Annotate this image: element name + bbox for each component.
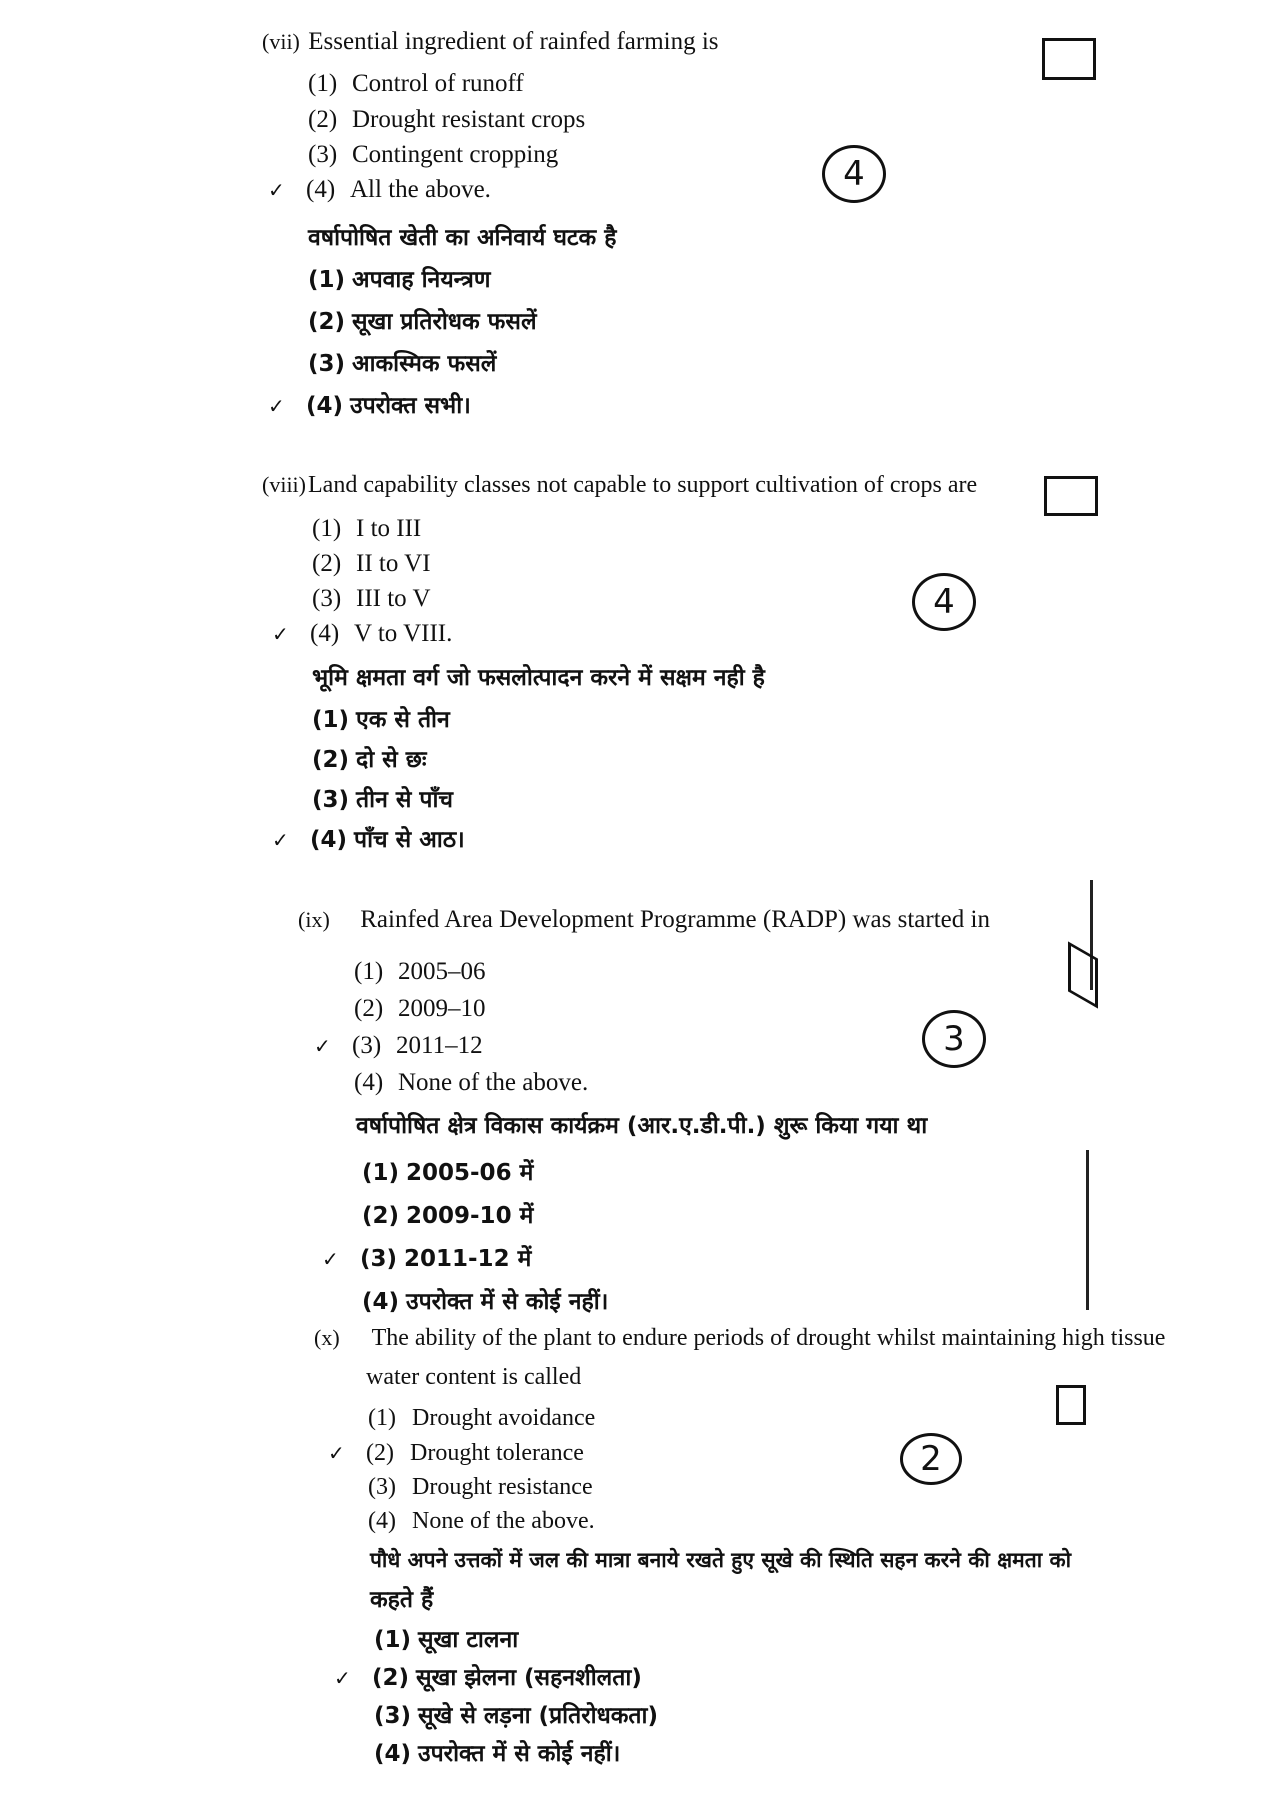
answer-circle: 3 [922,1010,986,1068]
option-hindi-ticked: ✓ (2) सूखा झेलना (सहनशीलता) [334,1665,642,1691]
tick-mark-icon: ✓ [268,394,285,418]
option-hindi: (3) आकस्मिक फसलें [308,351,497,377]
option-ticked: ✓ (4) V to VIII. [272,620,453,647]
answer-circle: 4 [822,145,886,203]
option: (2) II to VI [312,550,431,577]
option-hindi-ticked: ✓ (3) 2011-12 में [322,1246,532,1272]
option-hindi: (1) 2005-06 में [362,1160,534,1186]
question-ix-text [298,906,990,934]
question-viii-text [262,472,977,499]
option-ticked: ✓ (4) All the above. [268,176,491,203]
tick-mark-icon: ✓ [334,1666,351,1690]
tick-mark-icon: ✓ [268,178,285,202]
option-hindi: (1) अपवाह नियन्त्रण [308,267,491,293]
question-x-text [314,1325,1165,1352]
answer-box[interactable] [1042,38,1096,80]
option-hindi: (1) सूखा टालना [374,1627,519,1653]
option-hindi: (3) सूखे से लड़ना (प्रतिरोधकता) [374,1703,658,1729]
option-hindi: (2) 2009-10 में [362,1203,534,1229]
option: (3) Drought resistance [368,1474,593,1500]
option: (4) None of the above. [354,1069,589,1096]
question-hindi-text: भूमि क्षमता वर्ग जो फसलोत्पादन करने में सक्षम नही है [312,665,765,691]
option: (2) Drought resistant crops [308,106,586,133]
option-hindi: (2) सूखा प्रतिरोधक फसलें [308,309,537,335]
option: (4) None of the above. [368,1508,595,1534]
tick-mark-icon: ✓ [272,622,289,646]
scan-edge-line [1086,1150,1089,1310]
question-hindi-text: वर्षापोषित खेती का अनिवार्य घटक है [308,225,617,251]
option-hindi: (4) उपरोक्त में से कोई नहीं। [362,1289,609,1315]
question-x-text-line2: water content is called [366,1364,582,1390]
question-vii-text [262,28,719,56]
question-hindi-text: पौधे अपने उत्तकों में जल की मात्रा बनाये रखते हुए सूखे की स्थिति सहन करने की क्षमता को [370,1548,1072,1572]
answer-box[interactable] [1056,1385,1086,1425]
option: (1) I to III [312,515,422,542]
tick-mark-icon: ✓ [272,828,289,852]
question-number: (viii) [262,472,306,497]
option-hindi-ticked: ✓ (4) उपरोक्त सभी। [268,393,471,419]
tick-mark-icon: ✓ [328,1441,345,1465]
option-hindi: (3) तीन से पाँच [312,787,454,813]
question-hindi-text: वर्षापोषित क्षेत्र विकास कार्यक्रम (आर.ए.डी.पी.) शुरू किया गया था [356,1113,928,1139]
question-hindi-text-line2: कहते हैं [370,1587,434,1613]
question-text: Land capability classes not capable to support cultivation of crops are [308,472,978,498]
question-number: (vii) [262,29,300,54]
option-hindi: (1) एक से तीन [312,707,450,733]
option: (1) 2005–06 [354,958,486,985]
option: (1) Drought avoidance [368,1405,596,1431]
option-ticked: ✓ (3) 2011–12 [314,1032,483,1059]
tick-mark-icon: ✓ [322,1247,339,1271]
option: (3) III to V [312,585,431,612]
question-text: Rainfed Area Development Programme (RADP) was started in [360,906,990,933]
answer-box[interactable] [1068,941,1098,1008]
option-ticked: ✓ (2) Drought tolerance [328,1440,584,1466]
answer-box[interactable] [1044,476,1098,516]
tick-mark-icon: ✓ [314,1034,331,1058]
question-number: (x) [314,1325,340,1350]
option: (1) Control of runoff [308,70,524,97]
answer-circle: 4 [912,573,976,631]
answer-circle: 2 [900,1433,962,1485]
question-number: (ix) [298,907,330,932]
option-hindi: (4) उपरोक्त में से कोई नहीं। [374,1741,621,1767]
question-text: The ability of the plant to endure periods of drought whilst maintaining high tissue [371,1325,1166,1351]
question-text: Essential ingredient of rainfed farming is [308,28,719,55]
option: (3) Contingent cropping [308,141,559,168]
option: (2) 2009–10 [354,995,486,1022]
option-hindi: (2) दो से छः [312,747,427,773]
option-hindi-ticked: ✓ (4) पाँच से आठ। [272,827,465,853]
